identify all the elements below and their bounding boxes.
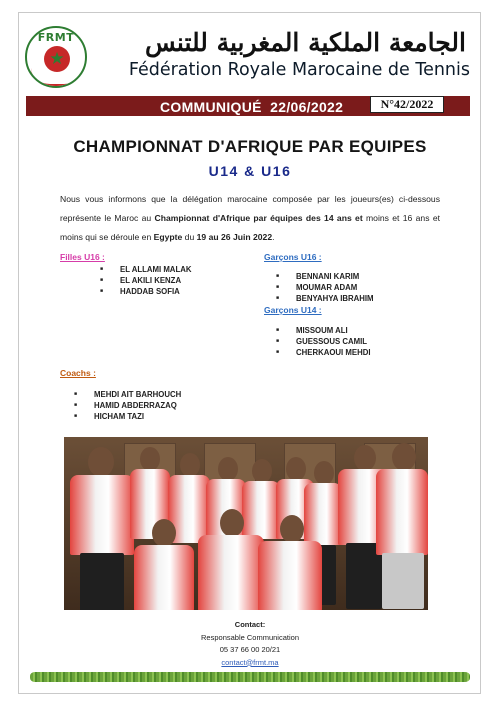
list-item: ■ BENYAHYA IBRAHIM <box>276 293 374 304</box>
intro-text-4: . <box>272 232 275 242</box>
intro-bold-1: Championnat d'Afrique par équipes des 14 ans et <box>154 213 363 223</box>
list-item: ■ GUESSOUS CAMIL <box>276 336 371 347</box>
list-item: ■ BENNANI KARIM <box>276 271 374 282</box>
list-item: ■ MISSOUM ALI <box>276 325 371 336</box>
communique-number: N°42/2022 <box>370 96 444 113</box>
intro-bold-3: 19 au 26 Juin 2022 <box>196 232 273 242</box>
intro-text-3: du <box>182 232 197 242</box>
coaches-heading: Coachs : <box>60 368 96 378</box>
contact-phone: 05 37 66 00 20/21 <box>219 645 281 654</box>
list-item: ■ HADDAB SOFIA <box>100 286 191 297</box>
coaches-list <box>74 389 181 422</box>
boys-u14-list <box>276 325 371 358</box>
list-item: ■ MEHDI AIT BARHOUCH <box>74 389 181 400</box>
intro-text-2: moins et 16 ans et moins qui se déroule en <box>60 213 440 242</box>
logo-text: FRMT <box>37 31 75 44</box>
contact-block <box>150 619 350 669</box>
contact-email-link[interactable]: contact@frmt.ma <box>221 657 279 667</box>
contact-label: Contact: <box>234 620 266 629</box>
frmt-logo <box>25 26 87 88</box>
document-title: CHAMPIONNAT D'AFRIQUE PAR EQUIPES <box>73 137 427 156</box>
boys-u14-heading: Garçons U14 : <box>264 305 322 315</box>
list-item: ■ EL AKILI KENZA <box>100 275 191 286</box>
arabic-federation-name: الجامعة الملكية المغربية للتنس <box>145 28 466 57</box>
star-icon: ★ <box>49 49 65 69</box>
intro-text-1: Nous vous informons que la délégation marocaine composée par les joueurs(es) ci-dessous représente le Maroc au <box>60 194 440 223</box>
federation-name: Fédération Royale Marocaine de Tennis <box>128 60 470 80</box>
boys-u16-heading: Garçons U16 : <box>264 252 322 262</box>
contact-role: Responsable Communication <box>201 632 299 642</box>
document-subtitle: U14 & U16 <box>208 163 292 179</box>
communique-date: COMMUNIQUÉ 22/06/2022 <box>160 99 344 115</box>
grass-footer-decoration <box>30 672 470 682</box>
list-item: ■ HAMID ABDERRAZAQ <box>74 400 181 411</box>
list-item: ■ HICHAM TAZI <box>74 411 181 422</box>
intro-paragraph <box>60 190 440 247</box>
list-item: ■ EL ALLAMI MALAK <box>100 264 191 275</box>
list-item: ■ MOUMAR ADAM <box>276 282 374 293</box>
list-item: ■ CHERKAOUI MEHDI <box>276 347 371 358</box>
intro-bold-2: Egypte <box>153 232 183 242</box>
boys-u16-list <box>276 271 374 304</box>
team-photo <box>64 437 428 610</box>
girls-heading: Filles U16 : <box>60 252 105 262</box>
girls-list <box>100 264 191 297</box>
